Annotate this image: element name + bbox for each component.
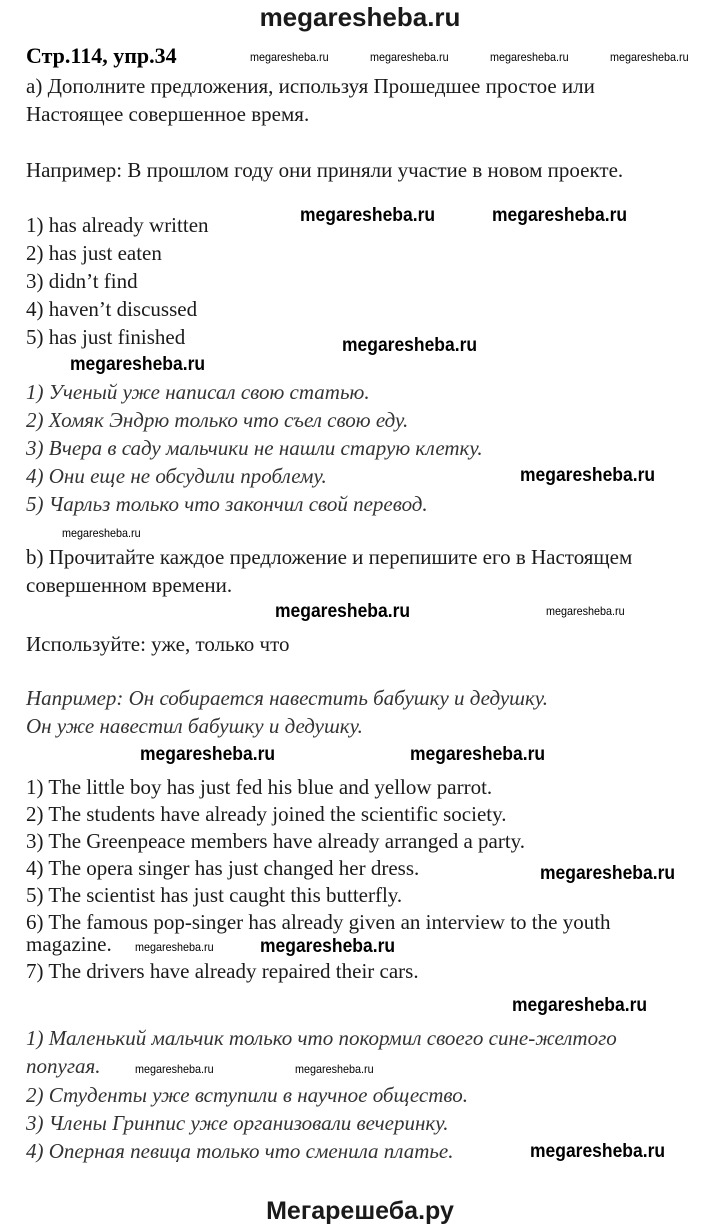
part-b-example-2: Он уже навестил бабушку и дедушку. xyxy=(26,714,363,738)
translation-b-4: 4) Оперная певица только что сменила платье. xyxy=(26,1139,454,1163)
watermark: megaresheba.ru xyxy=(300,205,436,226)
answer-a-2: 2) has just eaten xyxy=(26,241,162,265)
answer-a-5: 5) has just finished xyxy=(26,325,186,349)
watermark: megaresheba.ru xyxy=(140,744,276,765)
answer-b-6: 6) The famous pop-singer has already given an interview to the youth xyxy=(26,910,611,934)
watermark: megaresheba.ru xyxy=(250,50,329,64)
answer-b-4: 4) The opera singer has just changed her dress. xyxy=(26,856,420,880)
site-footer: Мегарешеба.ру xyxy=(266,1197,454,1225)
translation-b-1-cont: попугая. xyxy=(26,1054,101,1078)
site-header: megaresheba.ru xyxy=(259,2,461,32)
watermark: megaresheba.ru xyxy=(275,601,411,622)
watermark: megaresheba.ru xyxy=(512,995,648,1016)
watermark: megaresheba.ru xyxy=(540,863,676,884)
watermark: megaresheba.ru xyxy=(546,604,625,618)
part-b-instruction-1: b) Прочитайте каждое предложение и перепишите его в Настоящем xyxy=(26,545,633,569)
translation-b-3: 3) Члены Гринпис уже организовали вечеринку. xyxy=(26,1111,449,1135)
translation-b-2: 2) Студенты уже вступили в научное общество. xyxy=(26,1083,468,1107)
answer-a-3: 3) didn’t find xyxy=(26,269,138,293)
watermark: megaresheba.ru xyxy=(370,50,449,64)
answer-b-5: 5) The scientist has just caught this butterfly. xyxy=(26,883,403,907)
watermark: megaresheba.ru xyxy=(135,940,214,954)
answer-b-7: 7) The drivers have already repaired their cars. xyxy=(26,959,419,983)
watermark: megaresheba.ru xyxy=(410,744,546,765)
translation-a-4: 4) Они еще не обсудили проблему. xyxy=(26,464,327,488)
translation-a-3: 3) Вчера в саду мальчики не нашли старую клетку. xyxy=(26,436,483,460)
part-a-instruction-1: а) Дополните предложения, используя Прошедшее простое или xyxy=(26,74,595,98)
answer-a-4: 4) haven’t discussed xyxy=(26,297,198,321)
translation-a-1: 1) Ученый уже написал свою статью. xyxy=(26,380,370,404)
translation-b-1: 1) Маленький мальчик только что покормил своего сине-желтого xyxy=(26,1026,617,1050)
part-a-example: Например: В прошлом году они приняли участие в новом проекте. xyxy=(26,158,624,182)
watermark: megaresheba.ru xyxy=(530,1141,666,1162)
part-a-instruction-2: Настоящее совершенное время. xyxy=(26,102,310,126)
watermark: megaresheba.ru xyxy=(62,526,141,540)
watermark: megaresheba.ru xyxy=(520,465,656,486)
watermark: megaresheba.ru xyxy=(260,936,396,957)
translation-a-5: 5) Чарльз только что закончил свой перевод. xyxy=(26,492,428,516)
watermark: megaresheba.ru xyxy=(295,1062,374,1076)
exercise-title: Стр.114, упр.34 xyxy=(26,43,177,68)
part-b-use: Используйте: уже, только что xyxy=(26,632,290,656)
watermark: megaresheba.ru xyxy=(135,1062,214,1076)
answer-b-6-cont: magazine. xyxy=(26,932,112,956)
answer-b-3: 3) The Greenpeace members have already arranged a party. xyxy=(26,829,526,853)
part-b-instruction-2: совершенном времени. xyxy=(26,573,233,597)
watermark: megaresheba.ru xyxy=(70,354,206,375)
translation-a-2: 2) Хомяк Эндрю только что съел свою еду. xyxy=(26,408,409,432)
answer-a-1: 1) has already written xyxy=(26,213,209,237)
answer-b-1: 1) The little boy has just fed his blue and yellow parrot. xyxy=(26,775,493,799)
part-b-example-1: Например: Он собирается навестить бабушку и дедушку. xyxy=(26,686,549,710)
watermark: megaresheba.ru xyxy=(610,50,689,64)
watermark: megaresheba.ru xyxy=(342,335,478,356)
watermark: megaresheba.ru xyxy=(490,50,569,64)
watermark: megaresheba.ru xyxy=(492,205,628,226)
answer-b-2: 2) The students have already joined the scientific society. xyxy=(26,802,507,826)
